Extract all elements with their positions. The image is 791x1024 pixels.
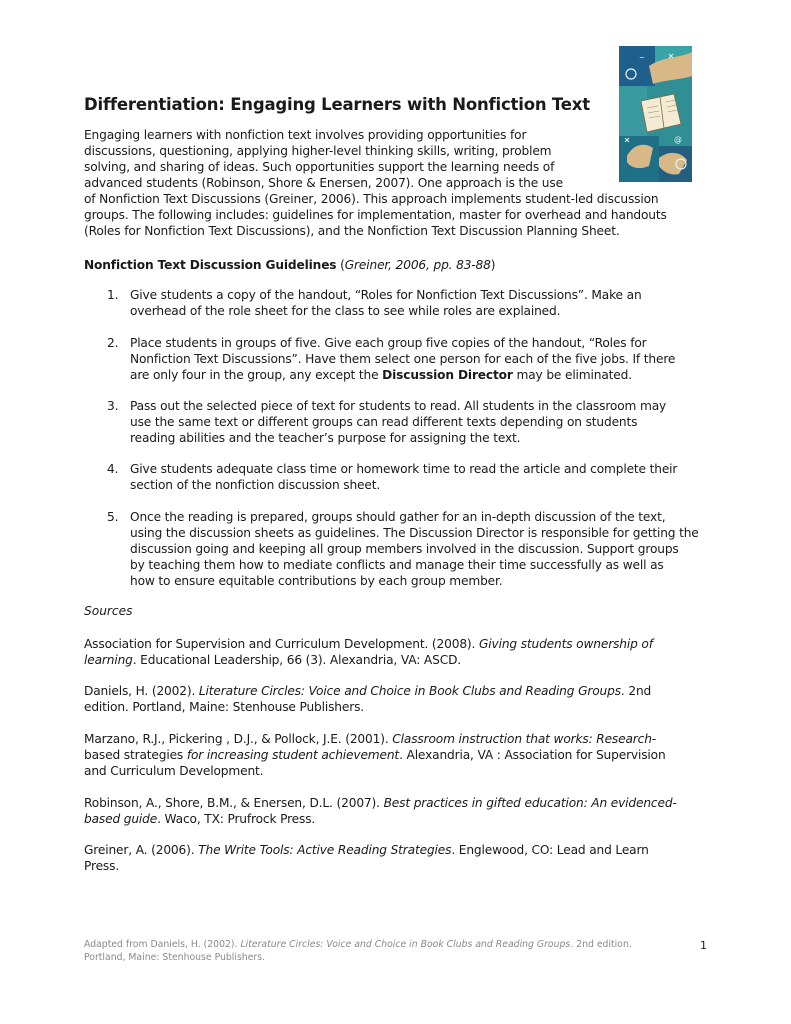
guideline-step-line	[130, 557, 720, 573]
sources-heading: Sources	[84, 604, 133, 618]
intro-line: solving, and sharing of ideas. Such opportunities support the learning needs of	[84, 160, 555, 174]
source-text-segment: Association for Supervision and Curriculum Development. (2008).	[84, 637, 479, 651]
guideline-step-line	[130, 335, 720, 351]
guideline-step-number: 3.	[107, 399, 119, 413]
source-entry	[84, 731, 704, 779]
source-line	[84, 731, 704, 747]
guideline-step-text-segment: are only four in the group, any except the	[130, 368, 383, 382]
source-text-segment: edition. Portland, Maine: Stenhouse Publishers.	[84, 700, 364, 714]
guideline-step-line	[130, 430, 720, 446]
source-line	[84, 858, 704, 874]
page-number: 1	[700, 939, 707, 952]
guideline-step-line	[130, 477, 720, 493]
source-text-segment: for increasing student achievement	[186, 748, 400, 762]
source-entry	[84, 636, 704, 668]
guideline-step-text-segment: overhead of the role sheet for the class to see while roles are explained.	[130, 304, 561, 318]
source-line	[84, 842, 704, 858]
source-text-segment: . Alexandria, VA : Association for Supervision	[399, 748, 666, 762]
guideline-step-text-segment: section of the nonfiction discussion sheet.	[130, 478, 381, 492]
source-line	[84, 699, 704, 715]
guideline-step-text-segment: Discussion Director	[382, 368, 513, 382]
source-text-segment: and Curriculum Development.	[84, 764, 264, 778]
svg-text:@: @	[674, 135, 682, 144]
source-entry	[84, 842, 704, 874]
guideline-step-text-segment: Once the reading is prepared, groups should gather for an in-depth discussion of the text,	[130, 510, 666, 524]
guideline-step-line	[130, 367, 720, 383]
guideline-step-text-segment: use the same text or different groups can read different texts depending on students	[130, 415, 638, 429]
source-entry	[84, 683, 704, 715]
guideline-step-line	[130, 509, 720, 525]
source-text-segment: Marzano, R.J., Pickering , D.J., & Pollock, J.E. (2001).	[84, 732, 393, 746]
guideline-step-text-segment: by teaching them how to mediate conflicts and manage their time successfully as well as	[130, 558, 664, 572]
source-text-segment: . Waco, TX: Prufrock Press.	[157, 812, 316, 826]
intro-line: of Nonfiction Text Discussions (Greiner, 2006). This approach implements student-led discussion	[84, 192, 659, 206]
guideline-step-text-segment: may be eliminated.	[512, 368, 632, 382]
source-text-segment: Literature Circles: Voice and Choice in Book Clubs and Reading Groups	[198, 684, 621, 698]
page-title: Differentiation: Engaging Learners with Nonfiction Text	[84, 95, 590, 114]
guideline-step-line	[130, 525, 720, 541]
source-text-segment: learning	[84, 653, 133, 667]
guideline-step-line	[130, 461, 720, 477]
page-footer	[84, 938, 694, 964]
source-line	[84, 795, 704, 811]
guidelines-heading-close-paren: )	[490, 258, 496, 272]
guideline-step-text-segment: discussion going and keeping all group members involved in the discussion. Support groups	[130, 542, 679, 556]
source-text-segment: The Write Tools: Active Reading Strategies	[198, 843, 452, 857]
source-text-segment: Best practices in gifted education: An evidenced-	[383, 796, 677, 810]
source-text-segment: Press.	[84, 859, 120, 873]
intro-line: (Roles for Nonfiction Text Discussions), and the Nonfiction Text Discussion Planning Sheet.	[84, 224, 620, 238]
source-text-segment: Robinson, A., Shore, B.M., & Enersen, D.L. (2007).	[84, 796, 384, 810]
source-entry	[84, 795, 704, 827]
footer-line	[84, 938, 694, 951]
intro-line: discussions, questioning, applying higher-level thinking skills, writing, problem	[84, 144, 552, 158]
guideline-step-text	[130, 398, 720, 446]
guideline-step-text-segment: Pass out the selected piece of text for students to read. All students in the classroom may	[130, 399, 667, 413]
source-text-segment: based guide	[84, 812, 158, 826]
guideline-step-text-segment: using the discussion sheets as guidelines. The Discussion Director is responsible for getting the	[130, 526, 699, 540]
intro-line: Engaging learners with nonfiction text involves providing opportunities for	[84, 128, 527, 142]
footer-text-segment: . 2nd edition.	[570, 939, 632, 950]
intro-line: groups. The following includes: guidelines for implementation, master for overhead and handouts	[84, 208, 667, 222]
svg-text:~: ~	[639, 54, 645, 62]
source-text-segment: Classroom instruction that works: Research-	[392, 732, 657, 746]
guideline-step-line	[130, 303, 720, 319]
guideline-step-line	[130, 287, 720, 303]
guideline-step-text-segment: reading abilities and the teacher’s purpose for assigning the text.	[130, 431, 521, 445]
source-line	[84, 652, 704, 668]
source-text-segment: Giving students ownership of	[478, 637, 653, 651]
guideline-step-text	[130, 461, 720, 493]
source-text-segment: . 2nd	[620, 684, 652, 698]
guideline-step-text	[130, 287, 720, 319]
source-line	[84, 747, 704, 763]
guideline-step-number: 4.	[107, 462, 119, 476]
footer-text-segment: Literature Circles: Voice and Choice in Book Clubs and Reading Groups	[240, 939, 571, 950]
guideline-step-text-segment: how to ensure equitable contributions by each group member.	[130, 574, 503, 588]
source-line	[84, 636, 704, 652]
guideline-step-text-segment: Nonfiction Text Discussions”. Have them select one person for each of the five jobs. If there	[130, 352, 676, 366]
guideline-step-line	[130, 414, 720, 430]
guideline-step-line	[130, 541, 720, 557]
source-line	[84, 811, 704, 827]
source-text-segment: . Educational Leadership, 66 (3). Alexandria, VA: ASCD.	[132, 653, 462, 667]
footer-text-segment: Portland, Maine: Stenhouse Publishers.	[84, 952, 266, 963]
source-text-segment: Daniels, H. (2002).	[84, 684, 199, 698]
guideline-step-text-segment: Give students adequate class time or homework time to read the article and complete their	[130, 462, 678, 476]
guideline-step-number: 5.	[107, 510, 119, 524]
guideline-step-text	[130, 335, 720, 383]
intro-line: advanced students (Robinson, Shore & Enersen, 2007). One approach is the use	[84, 176, 563, 190]
guideline-step-text	[130, 509, 720, 589]
intro-paragraph	[84, 127, 704, 239]
source-text-segment: . Englewood, CO: Lead and Learn	[451, 843, 649, 857]
source-text-segment: based strategies	[84, 748, 187, 762]
guidelines-heading-title: Nonfiction Text Discussion Guidelines	[84, 258, 337, 272]
footer-text-segment: Adapted from Daniels, H. (2002).	[84, 939, 241, 950]
guideline-step-text-segment: Place students in groups of five. Give each group five copies of the handout, “Roles for	[130, 336, 647, 350]
guidelines-heading-open-paren: (	[336, 258, 345, 272]
guidelines-heading	[84, 257, 495, 273]
guideline-step-line	[130, 573, 720, 589]
source-text-segment: Greiner, A. (2006).	[84, 843, 199, 857]
guideline-step-line	[130, 351, 720, 367]
source-line	[84, 763, 704, 779]
footer-line	[84, 951, 694, 964]
guidelines-heading-citation: Greiner, 2006, pp. 83-88	[344, 258, 491, 272]
source-line	[84, 683, 704, 699]
guideline-step-text-segment: Give students a copy of the handout, “Roles for Nonfiction Text Discussions”. Make an	[130, 288, 642, 302]
guideline-step-number: 2.	[107, 336, 119, 350]
guideline-step-number: 1.	[107, 288, 119, 302]
guideline-step-line	[130, 398, 720, 414]
